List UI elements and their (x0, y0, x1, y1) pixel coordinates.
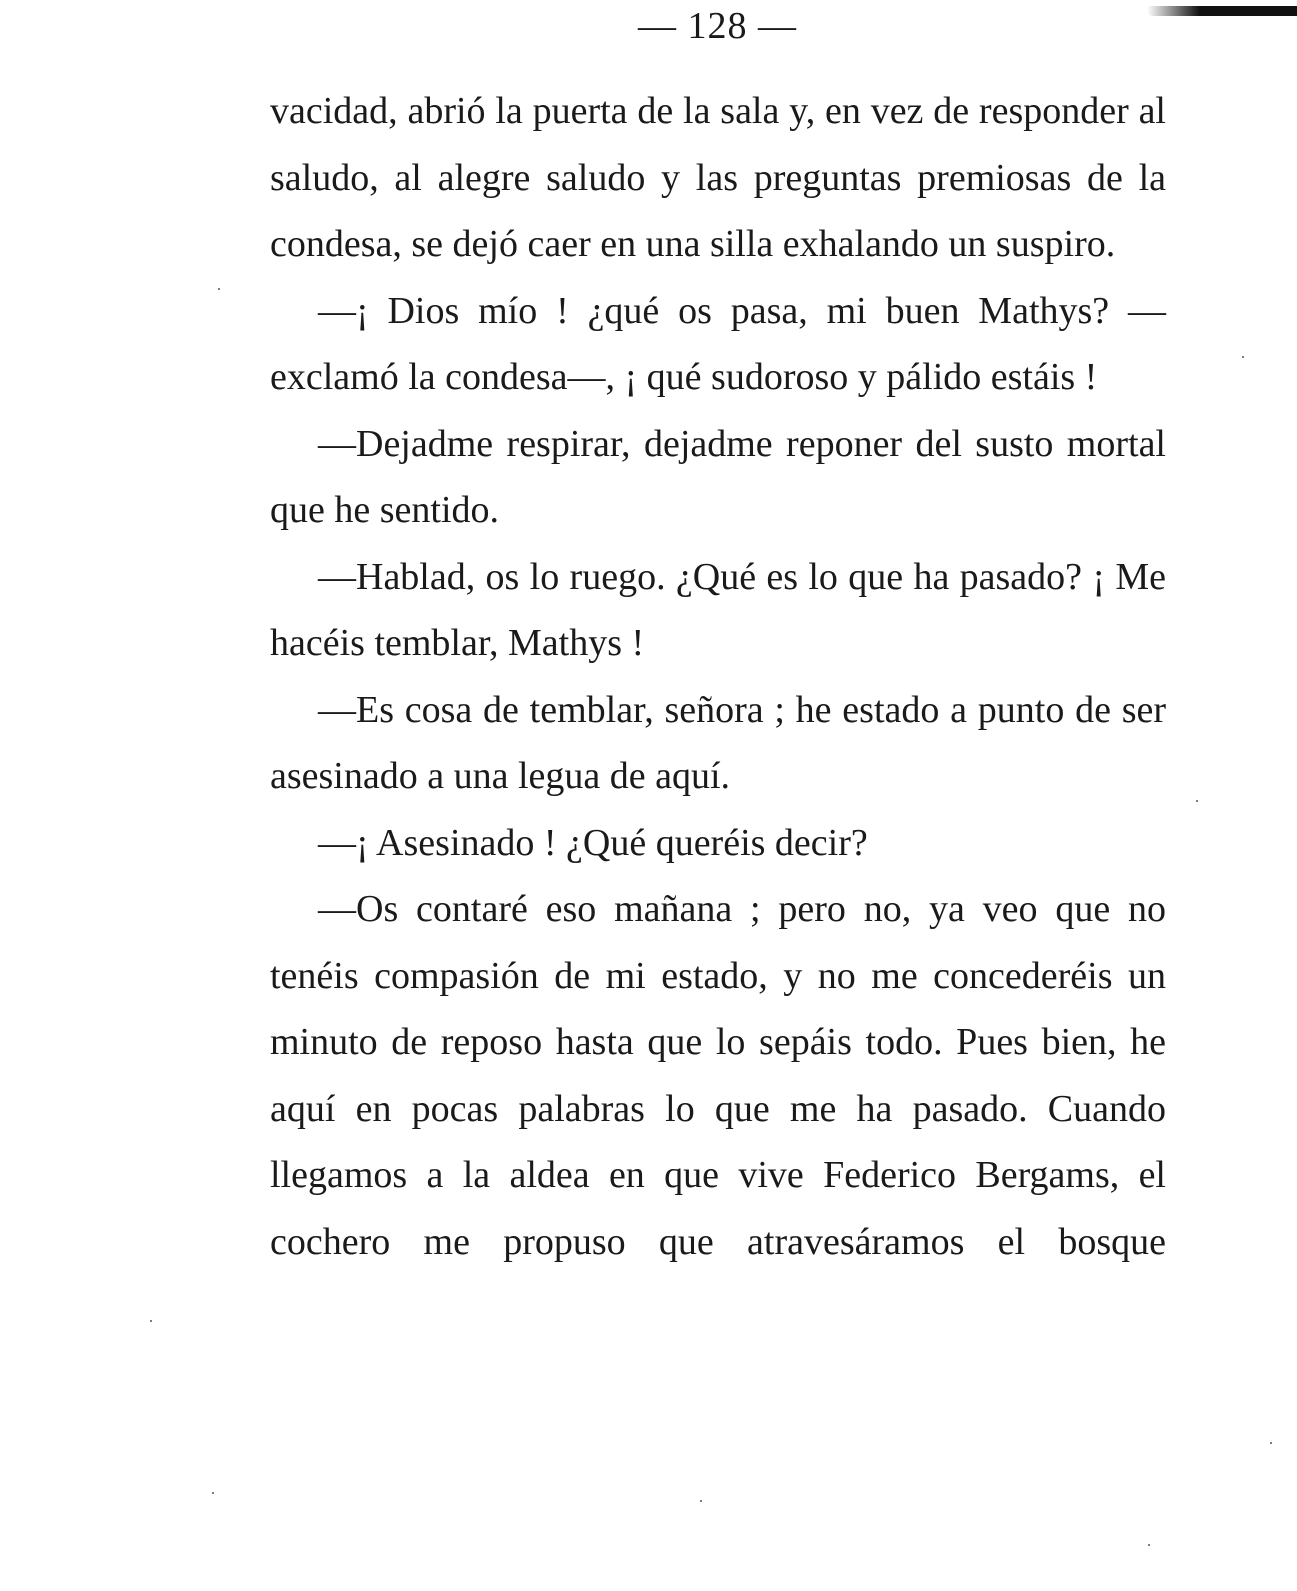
paragraph: vacidad, abrió la puerta de la sala y, en vez de responder al saludo, al alegre saludo y las preguntas premiosas de la condesa, se dejó caer en una silla exhalando un suspiro. (270, 90, 1166, 265)
paragraph: —¡ Dios mío ! ¿qué os pasa, mi buen Mathys? —exclamó la condesa—, ¡ qué sudoroso y pálido estáis ! (270, 289, 1166, 398)
scan-speck (1148, 1544, 1150, 1546)
scan-speck (1196, 800, 1198, 802)
paragraph: —Os contaré eso mañana ; pero no, ya veo que no tenéis compasión de mi estado, y no me concederéis un minuto de reposo hasta que lo sepáis todo. Pues bien, he aquí en pocas palabras lo que me ha pasado. Cuando llegamos a la aldea en que vive Federico Bergams, el cochero me propuso que atravesáramos el bosque (270, 888, 1166, 1263)
paragraph: —Dejadme respirar, dejadme reponer del susto mortal que he sentido. (270, 422, 1166, 531)
page-number: — 128 — (638, 5, 797, 47)
scan-speck (218, 288, 220, 290)
paragraph: —Es cosa de temblar, señora ; he estado a punto de ser asesinado a una legua de aquí. (270, 688, 1166, 797)
paragraph: —¡ Asesinado ! ¿Qué queréis decir? (318, 821, 868, 864)
paragraph: —Hablad, os lo ruego. ¿Qué es lo que ha pasado? ¡ Me hacéis temblar, Mathys ! (270, 555, 1166, 664)
scan-speck (212, 1492, 214, 1494)
body-text (270, 78, 1166, 1275)
scan-speck (150, 1320, 152, 1322)
scan-speck (1242, 356, 1244, 358)
scan-speck (700, 1500, 702, 1502)
scan-speck (1270, 1442, 1272, 1444)
